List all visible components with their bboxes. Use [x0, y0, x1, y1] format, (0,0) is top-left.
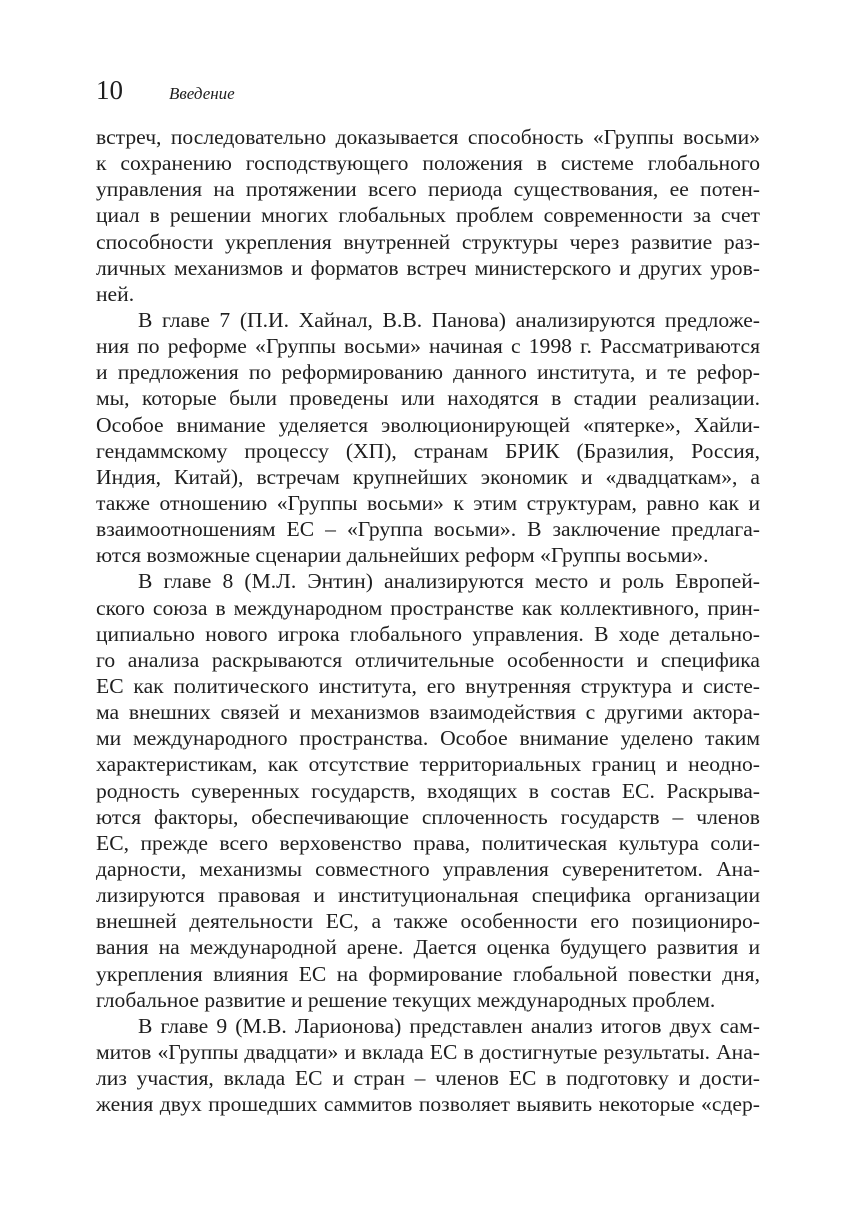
text-line: дарности, механизмы совместного управления суверенитетом. Ана- [96, 856, 760, 881]
text-line: ского союза в международном пространстве как коллективного, прин- [96, 595, 760, 620]
body-text [96, 124, 760, 1117]
text-line: жения двух прошедших саммитов позволяет выявить некоторые «сдер- [96, 1092, 760, 1117]
text-line: ципиально нового игрока глобального управления. В ходе детально- [96, 621, 760, 646]
text-line: ЕС, прежде всего верховенство права, политическая культура соли- [96, 830, 760, 855]
text-line: го анализа раскрываются отличительные особенности и специфика [96, 647, 760, 672]
text-line: также отношению «Группы восьми» к этим структурам, равно как и [96, 490, 760, 515]
text-line: ются возможные сценарии дальнейших реформ «Группы восьми». [96, 543, 709, 568]
text-line: внешней деятельности ЕС, а также особенности его позициониро- [96, 909, 760, 934]
text-line: ней. [96, 281, 135, 306]
text-line: гендаммскому процессу (ХП), странам БРИК (Бразилия, Россия, [96, 438, 760, 463]
text-line: ми международного пространства. Особое внимание уделено таким [96, 726, 760, 751]
text-line: митов «Группы двадцати» и вклада ЕС в достигнутые результаты. Ана- [96, 1039, 760, 1064]
running-head [96, 72, 235, 108]
text-line: и предложения по реформированию данного института, и те рефор- [96, 360, 760, 385]
text-line: В главе 8 (М.Л. Энтин) анализируются место и роль Европей- [138, 569, 760, 594]
text-line: В главе 7 (П.И. Хайнал, В.В. Панова) анализируются предложе- [138, 307, 760, 332]
text-line: встреч, последовательно доказывается способность «Группы восьми» [96, 125, 760, 149]
text-line: вания на международной арене. Дается оценка будущего развития и [96, 935, 760, 960]
text-line: способности укрепления внутренней структуры через развитие раз- [96, 229, 760, 254]
text-line: мы, которые были проведены или находятся в стадии реализации. [96, 386, 760, 411]
section-title: Введение [169, 84, 235, 103]
text-line: управления на протяжении всего периода существования, ее потен- [96, 177, 760, 202]
text-line: к сохранению господствующего положения в системе глобального [96, 151, 760, 176]
text-line: родность суверенных государств, входящих в состав ЕС. Раскрыва- [96, 778, 760, 803]
text-line: лиз участия, вклада ЕС и стран – членов ЕС в подготовку и дости- [96, 1066, 760, 1091]
text-line: Индия, Китай), встречам крупнейших экономик и «двадцаткам», а [96, 464, 760, 489]
text-line: характеристикам, как отсутствие территориальных границ и неодно- [96, 752, 760, 777]
text-line: ния по реформе «Группы восьми» начиная с 1998 г. Рассматриваются [96, 334, 760, 359]
text-line: ются факторы, обеспечивающие сплоченность государств – членов [96, 804, 760, 829]
text-line: Особое внимание уделяется эволюционирующей «пятерке», Хайли- [96, 412, 760, 437]
text-line: укрепления влияния ЕС на формирование глобальной повестки дня, [96, 961, 760, 986]
text-line: циал в решении многих глобальных проблем современности за счет [96, 203, 760, 228]
text-line: ЕС как политического института, его внутренняя структура и систе- [96, 673, 760, 698]
text-line: глобальное развитие и решение текущих международных проблем. [96, 987, 716, 1012]
text-line: личных механизмов и форматов встреч министерского и других уров- [96, 255, 760, 280]
text-line: взаимоотношениям ЕС – «Группа восьми». В заключение предлага- [96, 517, 760, 542]
page-number: 10 [96, 75, 123, 105]
text-line: ма внешних связей и механизмов взаимодействия с другими актора- [96, 700, 760, 725]
text-line: В главе 9 (М.В. Ларионова) представлен анализ итогов двух сам- [138, 1013, 760, 1038]
text-line: лизируются правовая и институциональная специфика организации [96, 883, 760, 908]
